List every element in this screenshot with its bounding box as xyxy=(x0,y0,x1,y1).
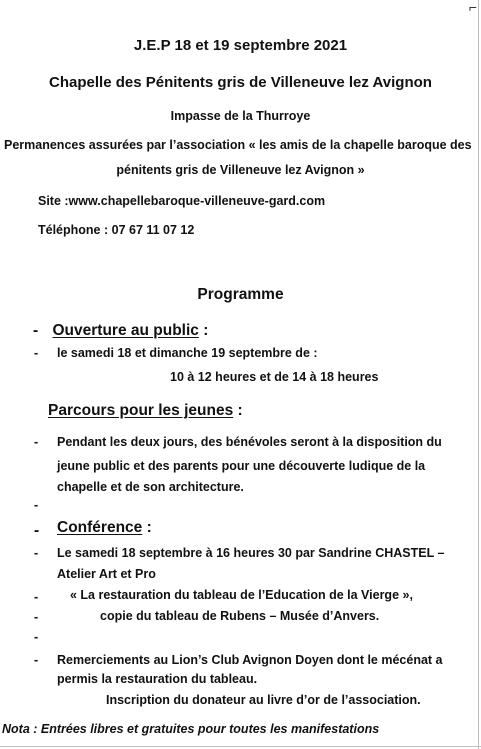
association-line-1: Permanences assurées par l’association « les amis de la chapelle baroque des xyxy=(4,138,472,152)
section-dash: - xyxy=(33,322,39,339)
association-line-2: pénitents gris de Villeneuve lez Avignon » xyxy=(116,163,365,177)
conference-line-1: Le samedi 18 septembre à 16 heures 30 par Sandrine CHASTEL – xyxy=(57,546,445,560)
conference-line-4: copie du tableau de Rubens – Musée d’Anvers. xyxy=(100,609,380,623)
conference-line-3: « La restauration du tableau de l’Education de la Vierge », xyxy=(70,588,413,602)
section-conference xyxy=(57,518,152,537)
footer-note: Nota : Entrées libres et gratuites pour toutes les manifestations xyxy=(2,722,380,736)
bullet-dash: - xyxy=(34,546,39,560)
corner-mark-icon: ⌐ xyxy=(468,0,477,15)
youth-heading-colon: : xyxy=(233,402,243,419)
bullet-dash: - xyxy=(34,630,39,644)
address: Impasse de la Thurroye xyxy=(170,109,311,123)
conference-heading-colon: : xyxy=(142,519,152,536)
programme-title: Programme xyxy=(197,286,284,303)
section-dash: - xyxy=(34,522,40,539)
bullet-dash: - xyxy=(34,653,39,667)
bullet-dash: - xyxy=(34,590,39,604)
bullet-dash: - xyxy=(34,435,39,449)
section-opening xyxy=(33,321,208,340)
conference-heading: Conférence xyxy=(57,519,143,536)
thanks-line-1: Remerciements au Lion’s Club Avignon Doyen dont le mécénat a xyxy=(57,653,443,667)
bullet-dash: - xyxy=(34,498,39,512)
opening-line-2: 10 à 12 heures et de 14 à 18 heures xyxy=(170,370,379,384)
phone: Téléphone : 07 67 11 07 12 xyxy=(38,223,195,237)
youth-line-2: jeune public et des parents pour une découverte ludique de la xyxy=(57,459,426,473)
bullet-dash: - xyxy=(34,346,39,360)
opening-heading: Ouverture au public xyxy=(52,322,199,339)
youth-line-1: Pendant les deux jours, des bénévoles seront à la disposition du xyxy=(57,435,442,449)
event-title: J.E.P 18 et 19 septembre 2021 xyxy=(133,37,348,54)
website: Site :www.chapellebaroque-villeneuve-gard.com xyxy=(38,194,326,208)
scan-border-bottom xyxy=(0,746,481,747)
opening-line-1: le samedi 18 et dimanche 19 septembre de : xyxy=(57,346,318,360)
conference-line-2: Atelier Art et Pro xyxy=(57,567,156,581)
bullet-dash: - xyxy=(34,610,39,624)
opening-heading-colon: : xyxy=(198,322,209,339)
venue-title: Chapelle des Pénitents gris de Villeneuve lez Avignon xyxy=(49,74,432,91)
youth-heading: Parcours pour les jeunes xyxy=(48,402,234,419)
thanks-line-3: Inscription du donateur au livre d’or de l’association. xyxy=(106,693,421,707)
section-youth xyxy=(48,401,243,420)
thanks-line-2: permis la restauration du tableau. xyxy=(57,672,258,686)
youth-line-3: chapelle et de son architecture. xyxy=(57,480,244,494)
